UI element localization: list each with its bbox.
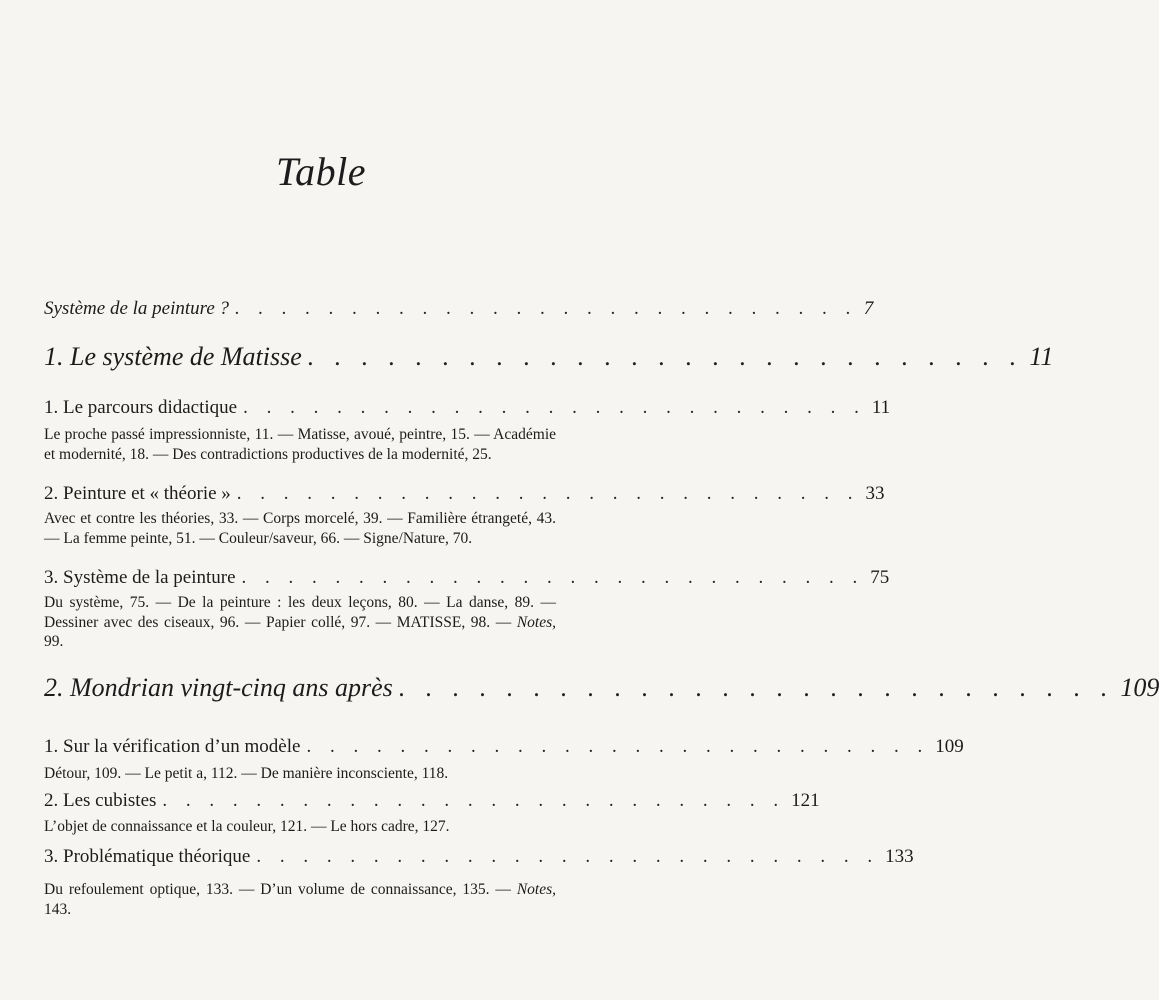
page-number: 133	[885, 846, 914, 867]
page-number: 109	[1120, 673, 1159, 702]
section-summary: Avec et contre les théories, 33. — Corps morcelé, 39. — Familière étrangeté, 43. — La femme peinte, 51. — Couleur/saveur, 66. — Signe/Nature, 70.	[44, 510, 556, 547]
page-number: 109	[935, 736, 964, 757]
notes-page: 143.	[44, 900, 72, 918]
notes-page: 99.	[44, 633, 64, 650]
section-label: 2. Peinture et « théorie »	[44, 483, 231, 504]
section-label: 1. Le parcours didactique	[44, 397, 238, 418]
section-label: 3. Système de la peinture	[44, 567, 236, 588]
dot-leader: . . . . . . . . . . . . . . . . . . . . . . . . . . .	[162, 790, 786, 811]
section-label: 1. Sur la vérification d’un modèle	[44, 736, 301, 757]
toc-chapter-1[interactable]	[44, 342, 1054, 372]
notes-label: Notes,	[516, 881, 556, 898]
toc-section[interactable]	[44, 736, 964, 758]
section-summary: L’objet de connaissance et la couleur, 121. — Le hors cadre, 127.	[44, 818, 450, 835]
page-number: 33	[865, 483, 885, 504]
section-summary: Le proche passé impressionniste, 11. — Matisse, avoué, peintre, 15. — Académie et modernité, 18. — Des contradictions productives de la modernité, 25.	[44, 426, 556, 463]
dot-leader: . . . . . . . . . . . . . . . . . . . . . . . . . . .	[256, 846, 880, 867]
page-number: 11	[871, 397, 891, 418]
section-summary	[44, 593, 556, 652]
notes-label: Notes,	[516, 613, 556, 631]
page-number: 7	[863, 298, 874, 319]
entry-label: Système de la peinture ?	[44, 298, 230, 319]
section-summary	[44, 880, 556, 919]
toc-section[interactable]	[44, 397, 891, 419]
page-number: 121	[791, 790, 820, 811]
dot-leader: . . . . . . . . . . . . . . . . . . . . . . . . . . .	[235, 298, 858, 319]
dot-leader: . . . . . . . . . . . . . . . . . . . . . . . . . . .	[398, 673, 1115, 702]
chapter-label: 2. Mondrian vingt-cinq ans après	[44, 673, 393, 702]
toc-section[interactable]	[44, 846, 914, 868]
toc-section[interactable]	[44, 567, 890, 589]
summary-text: Du système, 75. — De la peinture : les deux leçons, 80. — La danse, 89. — Dessiner avec des ciseaux, 96. — Papier collé, 97. — MATISSE, 98. —	[44, 594, 556, 631]
page-number: 75	[870, 567, 890, 588]
chapter-label: 1. Le système de Matisse	[44, 342, 302, 371]
dot-leader: . . . . . . . . . . . . . . . . . . . . . . . . . . .	[307, 342, 1024, 371]
toc-intro-entry[interactable]	[44, 298, 874, 320]
dot-leader: . . . . . . . . . . . . . . . . . . . . . . . . . . .	[236, 483, 860, 504]
page-title: Table	[276, 149, 366, 194]
section-summary: Détour, 109. — Le petit a, 112. — De manière inconsciente, 118.	[44, 765, 449, 782]
page-number: 11	[1029, 342, 1054, 371]
toc-section[interactable]	[44, 790, 820, 812]
summary-text: Du refoulement optique, 133. — D’un volume de connaissance, 135. —	[44, 881, 517, 898]
toc-section[interactable]	[44, 483, 885, 505]
section-label: 2. Les cubistes	[44, 790, 157, 811]
dot-leader: . . . . . . . . . . . . . . . . . . . . . . . . . . .	[243, 397, 866, 418]
section-label: 3. Problématique théorique	[44, 846, 251, 867]
dot-leader: . . . . . . . . . . . . . . . . . . . . . . . . . . .	[306, 736, 930, 757]
toc-chapter-2[interactable]	[44, 673, 1159, 703]
dot-leader: . . . . . . . . . . . . . . . . . . . . . . . . . . .	[241, 567, 865, 588]
